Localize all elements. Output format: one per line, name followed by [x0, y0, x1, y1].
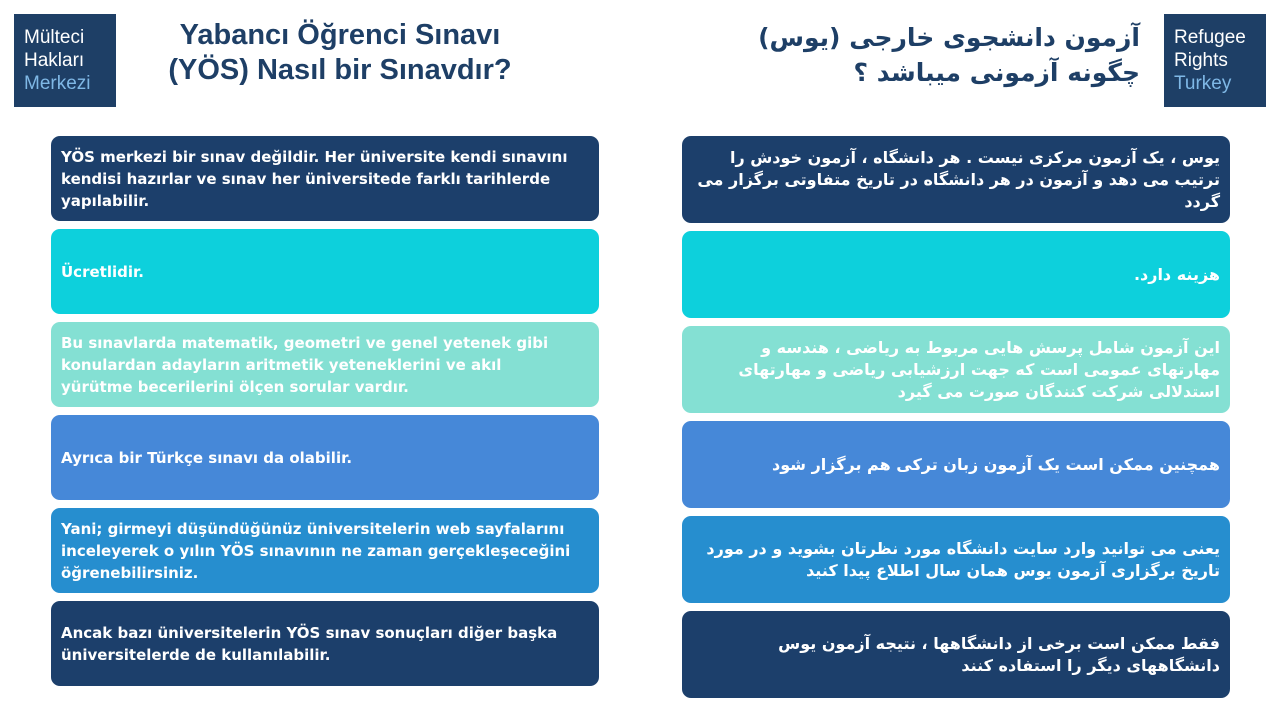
persian-item-text: یعنی می توانید وارد سایت دانشگاه مورد نظرتان بشوید و در مورد تاریخ برگزاری آزمون یوس همان سال اطلاع پیدا کنید — [706, 538, 1220, 580]
page-title-turkish — [130, 18, 550, 88]
page-title-persian — [720, 20, 1140, 90]
logo-left-line3: Merkezi — [24, 73, 91, 94]
logo-right-line1: Refugee — [1174, 27, 1246, 48]
persian-item-text: همچنین ممکن است یک آزمون زبان ترکی هم برگزار شود — [772, 454, 1220, 474]
turkish-item-text: Ücretlidir. — [61, 262, 144, 281]
turkish-item — [51, 415, 599, 500]
persian-item-text: فقط ممکن است برخی از دانشگاهها ، نتیجه آزمون یوس دانشگاههای دیگر را استفاده کنند — [778, 633, 1220, 675]
persian-item — [682, 421, 1230, 508]
turkish-item-text: Ancak bazı üniversitelerin YÖS sınav sonuçları diğer başka üniversitelerde de kullanılabilir. — [61, 623, 558, 664]
persian-item — [682, 516, 1230, 603]
persian-item-text: هزینه دارد. — [1133, 264, 1220, 284]
persian-items-column — [682, 136, 1230, 698]
logo-right-line3: Turkey — [1174, 73, 1232, 94]
logo-multeci-haklari-merkezi — [14, 14, 116, 107]
persian-item — [682, 611, 1230, 698]
logo-refugee-rights-turkey — [1164, 14, 1266, 107]
turkish-item — [51, 508, 599, 593]
logo-right-line2: Rights — [1174, 50, 1228, 71]
logo-left-line2: Hakları — [24, 50, 85, 71]
turkish-item — [51, 601, 599, 686]
title-turkish-line1: Yabancı Öğrenci Sınavı — [179, 19, 501, 51]
turkish-item-text: Yani; girmeyi düşündüğünüz üniversitelerin web sayfalarını inceleyerek o yılın YÖS sınavının ne zaman gerçekleşeceğini öğrenebilirsiniz. — [61, 519, 571, 582]
turkish-item — [51, 229, 599, 314]
title-persian-line1: آزمون دانشجوی خارجی (یوس) — [758, 23, 1140, 52]
title-persian-line2: چگونه آزمونی میباشد ؟ — [853, 58, 1140, 87]
persian-item — [682, 326, 1230, 413]
persian-item-text: این آزمون شامل پرسش هایی مربوط به ریاضی ، هندسه و مهارتهای عمومی است که جهت ارزشیابی ریاضی و مهارتهای استدلالی شرکت کنندگان صورت می گیرد — [738, 337, 1220, 401]
turkish-item — [51, 136, 599, 221]
turkish-items-column — [51, 136, 599, 686]
turkish-item — [51, 322, 599, 407]
persian-item — [682, 136, 1230, 223]
title-turkish-line2: (YÖS) Nasıl bir Sınavdır? — [168, 54, 512, 86]
logo-left-line1: Mülteci — [24, 27, 85, 48]
persian-item-text: یوس ، یک آزمون مرکزی نیست . هر دانشگاه ، آزمون خودش را ترتیب می دهد و آزمون در هر دانشگاه در تاریخ متفاوتی برگزار می گردد — [697, 147, 1220, 211]
turkish-item-text: Bu sınavlarda matematik, geometri ve genel yetenek gibi konulardan adayların aritmetik yeteneklerini ve akıl yürütme becerilerini ölçen sorular vardır. — [61, 333, 549, 396]
persian-item — [682, 231, 1230, 318]
turkish-item-text: Ayrıca bir Türkçe sınavı da olabilir. — [61, 448, 353, 467]
turkish-item-text: YÖS merkezi bir sınav değildir. Her üniversite kendi sınavını kendisi hazırlar ve sınav her üniversitede farklı tarihlerde yapılabilir. — [61, 147, 568, 210]
